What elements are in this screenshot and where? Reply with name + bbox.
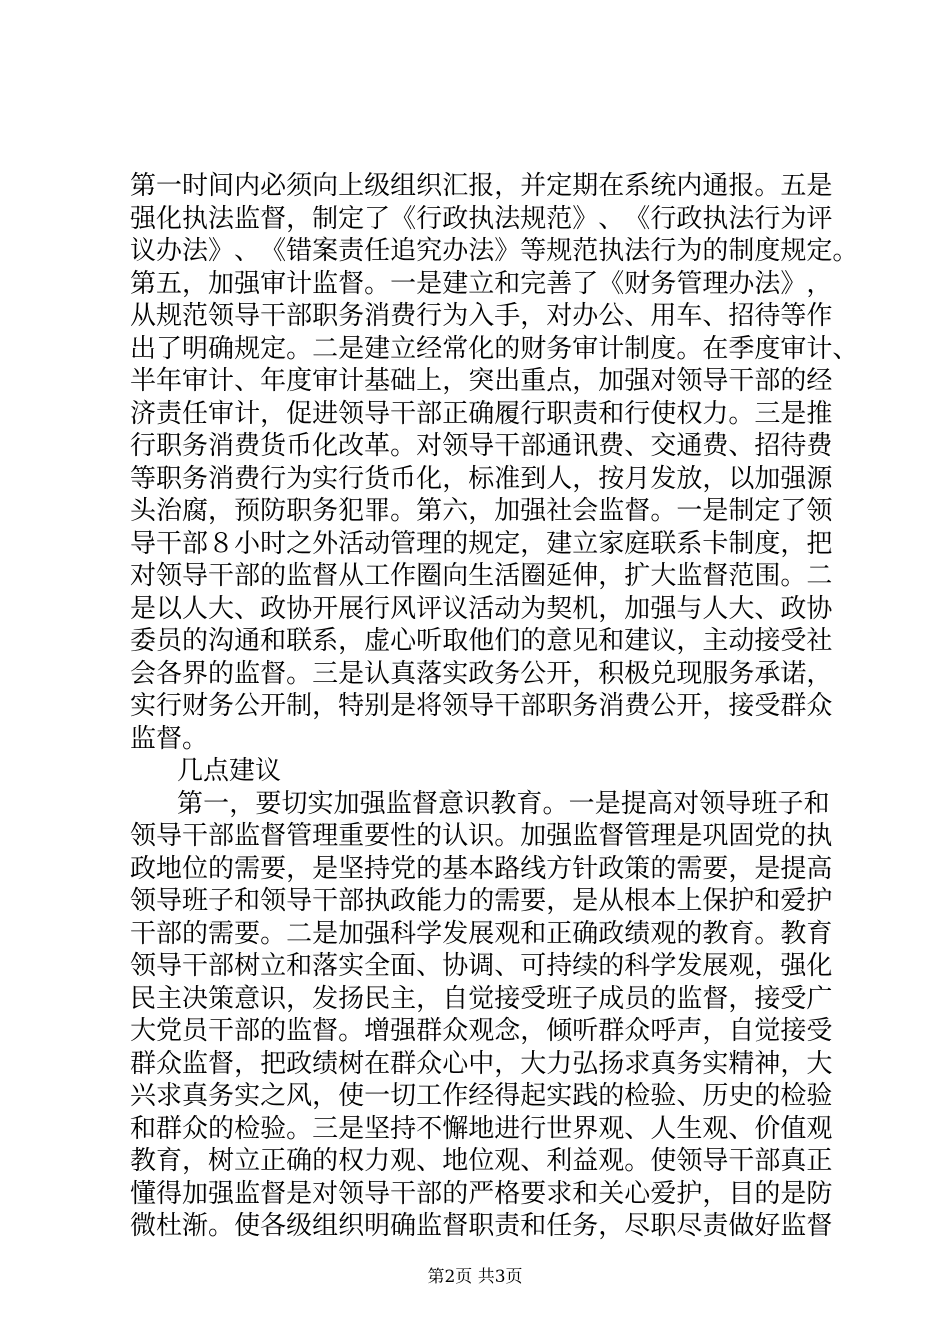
page-number-footer: 第2页 共3页 <box>427 1267 523 1287</box>
text-line: 兴 求 真 务 实 之 风 ， 使 一 切 工 作 经 得 起 实 践 的 检 验 、 历 史 的 检 验 <box>130 1081 833 1111</box>
document-body <box>130 170 859 1243</box>
text-line: 头 治 腐 ， 预 防 职 务 犯 罪 。 第 六 ， 加 强 社 会 监 督 。 一 是 制 定 了 领 <box>130 496 833 526</box>
text-line: 和 群 众 的 检 验 。 三 是 坚 持 不 懈 地 进 行 世 界 观 、 人 生 观 、 价 值 观 <box>130 1113 833 1144</box>
text-line: 干 部 的 需 要 。 二 是 加 强 科 学 发 展 观 和 正 确 政 绩 观 的 教 育 。 教 育 <box>130 918 833 949</box>
text-line: 领 导 干 部 树 立 和 落 实 全 面 、 协 调 、 可 持 续 的 科 学 发 展 观 ， 强 化 <box>130 951 833 981</box>
paragraph-continued <box>130 170 859 755</box>
text-line: 导 干 部 ８ 小 时 之 外 活 动 管 理 的 规 定 ， 建 立 家 庭 联 系 卡 制 度 ， 把 <box>130 528 833 559</box>
paragraph-suggestions <box>130 788 833 1243</box>
text-line: 对 领 导 干 部 的 监 督 从 工 作 圈 向 生 活 圈 延 伸 ， 扩 大 监 督 范 围 。 二 <box>130 561 833 591</box>
text-line: 群 众 监 督 ， 把 政 绩 树 在 群 众 心 中 ， 大 力 弘 扬 求 真 务 实 精 神 ， 大 <box>130 1048 833 1079</box>
text-line: 出 了 明 确 规 定 。 二 是 建 立 经 常 化 的 财 务 审 计 制 度 。 在 季 度 审 计 、 <box>130 333 859 364</box>
text-line: 从 规 范 领 导 干 部 职 务 消 费 行 为 入 手 ， 对 办 公 、 用 车 、 招 待 等 作 <box>130 301 833 331</box>
text-line: 等 职 务 消 费 行 为 实 行 货 币 化 ， 标 准 到 人 ， 按 月 发 放 ， 以 加 强 源 <box>130 463 833 494</box>
text-line: 半 年 审 计 、 年 度 审 计 基 础 上 ， 突 出 重 点 ， 加 强 对 领 导 干 部 的 经 <box>130 366 833 396</box>
text-line: 行 职 务 消 费 货 币 化 改 革 。 对 领 导 干 部 通 讯 费 、 交 通 费 、 招 待 费 <box>130 431 833 461</box>
text-line: 监督。 <box>130 723 209 754</box>
text-line: 民 主 决 策 意 识 ， 发 扬 民 主 ， 自 觉 接 受 班 子 成 员 的 监 督 ， 接 受 广 <box>130 983 833 1014</box>
text-line: 实 行 财 务 公 开 制 ， 特 别 是 将 领 导 干 部 职 务 消 费 公 开 ， 接 受 群 众 <box>130 691 833 721</box>
text-line: 微 杜 渐 。 使 各 级 组 织 明 确 监 督 职 责 和 任 务 ， 尽 职 尽 责 做 好 监 督 <box>130 1211 833 1241</box>
text-line: 第 五 ， 加 强 审 计 监 督 。 一 是 建 立 和 完 善 了 《 财 务 管 理 办 法 》 ， <box>130 268 833 299</box>
text-line: 济 责 任 审 计 ， 促 进 领 导 干 部 正 确 履 行 职 责 和 行 使 权 力 。 三 是 推 <box>130 398 833 429</box>
text-line: 第 一 时 间 内 必 须 向 上 级 组 织 汇 报 ， 并 定 期 在 系 统 内 通 报 。 五 是 <box>130 171 833 201</box>
text-line: 议 办 法 》 、 《 错 案 责 任 追 究 办 法 》 等 规 范 执 法 行 为 的 制 度 规 定 。 <box>130 236 859 266</box>
section-heading: 几点建议 <box>177 756 282 786</box>
text-line: 强 化 执 法 监 督 ， 制 定 了 《 行 政 执 法 规 范 》 、 《 行 政 执 法 行 为 评 <box>130 203 833 234</box>
text-line: 是 以 人 大 、 政 协 开 展 行 风 评 议 活 动 为 契 机 ， 加 强 与 人 大 、 政 协 <box>130 593 833 624</box>
text-line: 领 导 干 部 监 督 管 理 重 要 性 的 认 识 。 加 强 监 督 管 理 是 巩 固 党 的 执 <box>130 821 833 851</box>
text-line: 第 一 ， 要 切 实 加 强 监 督 意 识 教 育 。 一 是 提 高 对 领 导 班 子 和 <box>177 788 830 819</box>
text-line: 大 党 员 干 部 的 监 督 。 增 强 群 众 观 念 ， 倾 听 群 众 呼 声 ， 自 觉 接 受 <box>130 1016 833 1046</box>
text-line: 教 育 ， 树 立 正 确 的 权 力 观 、 地 位 观 、 利 益 观 。 使 领 导 干 部 真 正 <box>130 1146 833 1176</box>
text-line: 领 导 班 子 和 领 导 干 部 执 政 能 力 的 需 要 ， 是 从 根 本 上 保 护 和 爱 护 <box>130 886 833 916</box>
text-line: 懂 得 加 强 监 督 是 对 领 导 干 部 的 严 格 要 求 和 关 心 爱 护 ， 目 的 是 防 <box>130 1178 833 1209</box>
text-line: 会 各 界 的 监 督 。 三 是 认 真 落 实 政 务 公 开 ， 积 极 兑 现 服 务 承 诺 ， <box>130 658 833 689</box>
text-line: 政 地 位 的 需 要 ， 是 坚 持 党 的 基 本 路 线 方 针 政 策 的 需 要 ， 是 提 高 <box>130 853 833 884</box>
text-line: 委 员 的 沟 通 和 联 系 ， 虚 心 听 取 他 们 的 意 见 和 建 议 ， 主 动 接 受 社 <box>130 626 833 656</box>
